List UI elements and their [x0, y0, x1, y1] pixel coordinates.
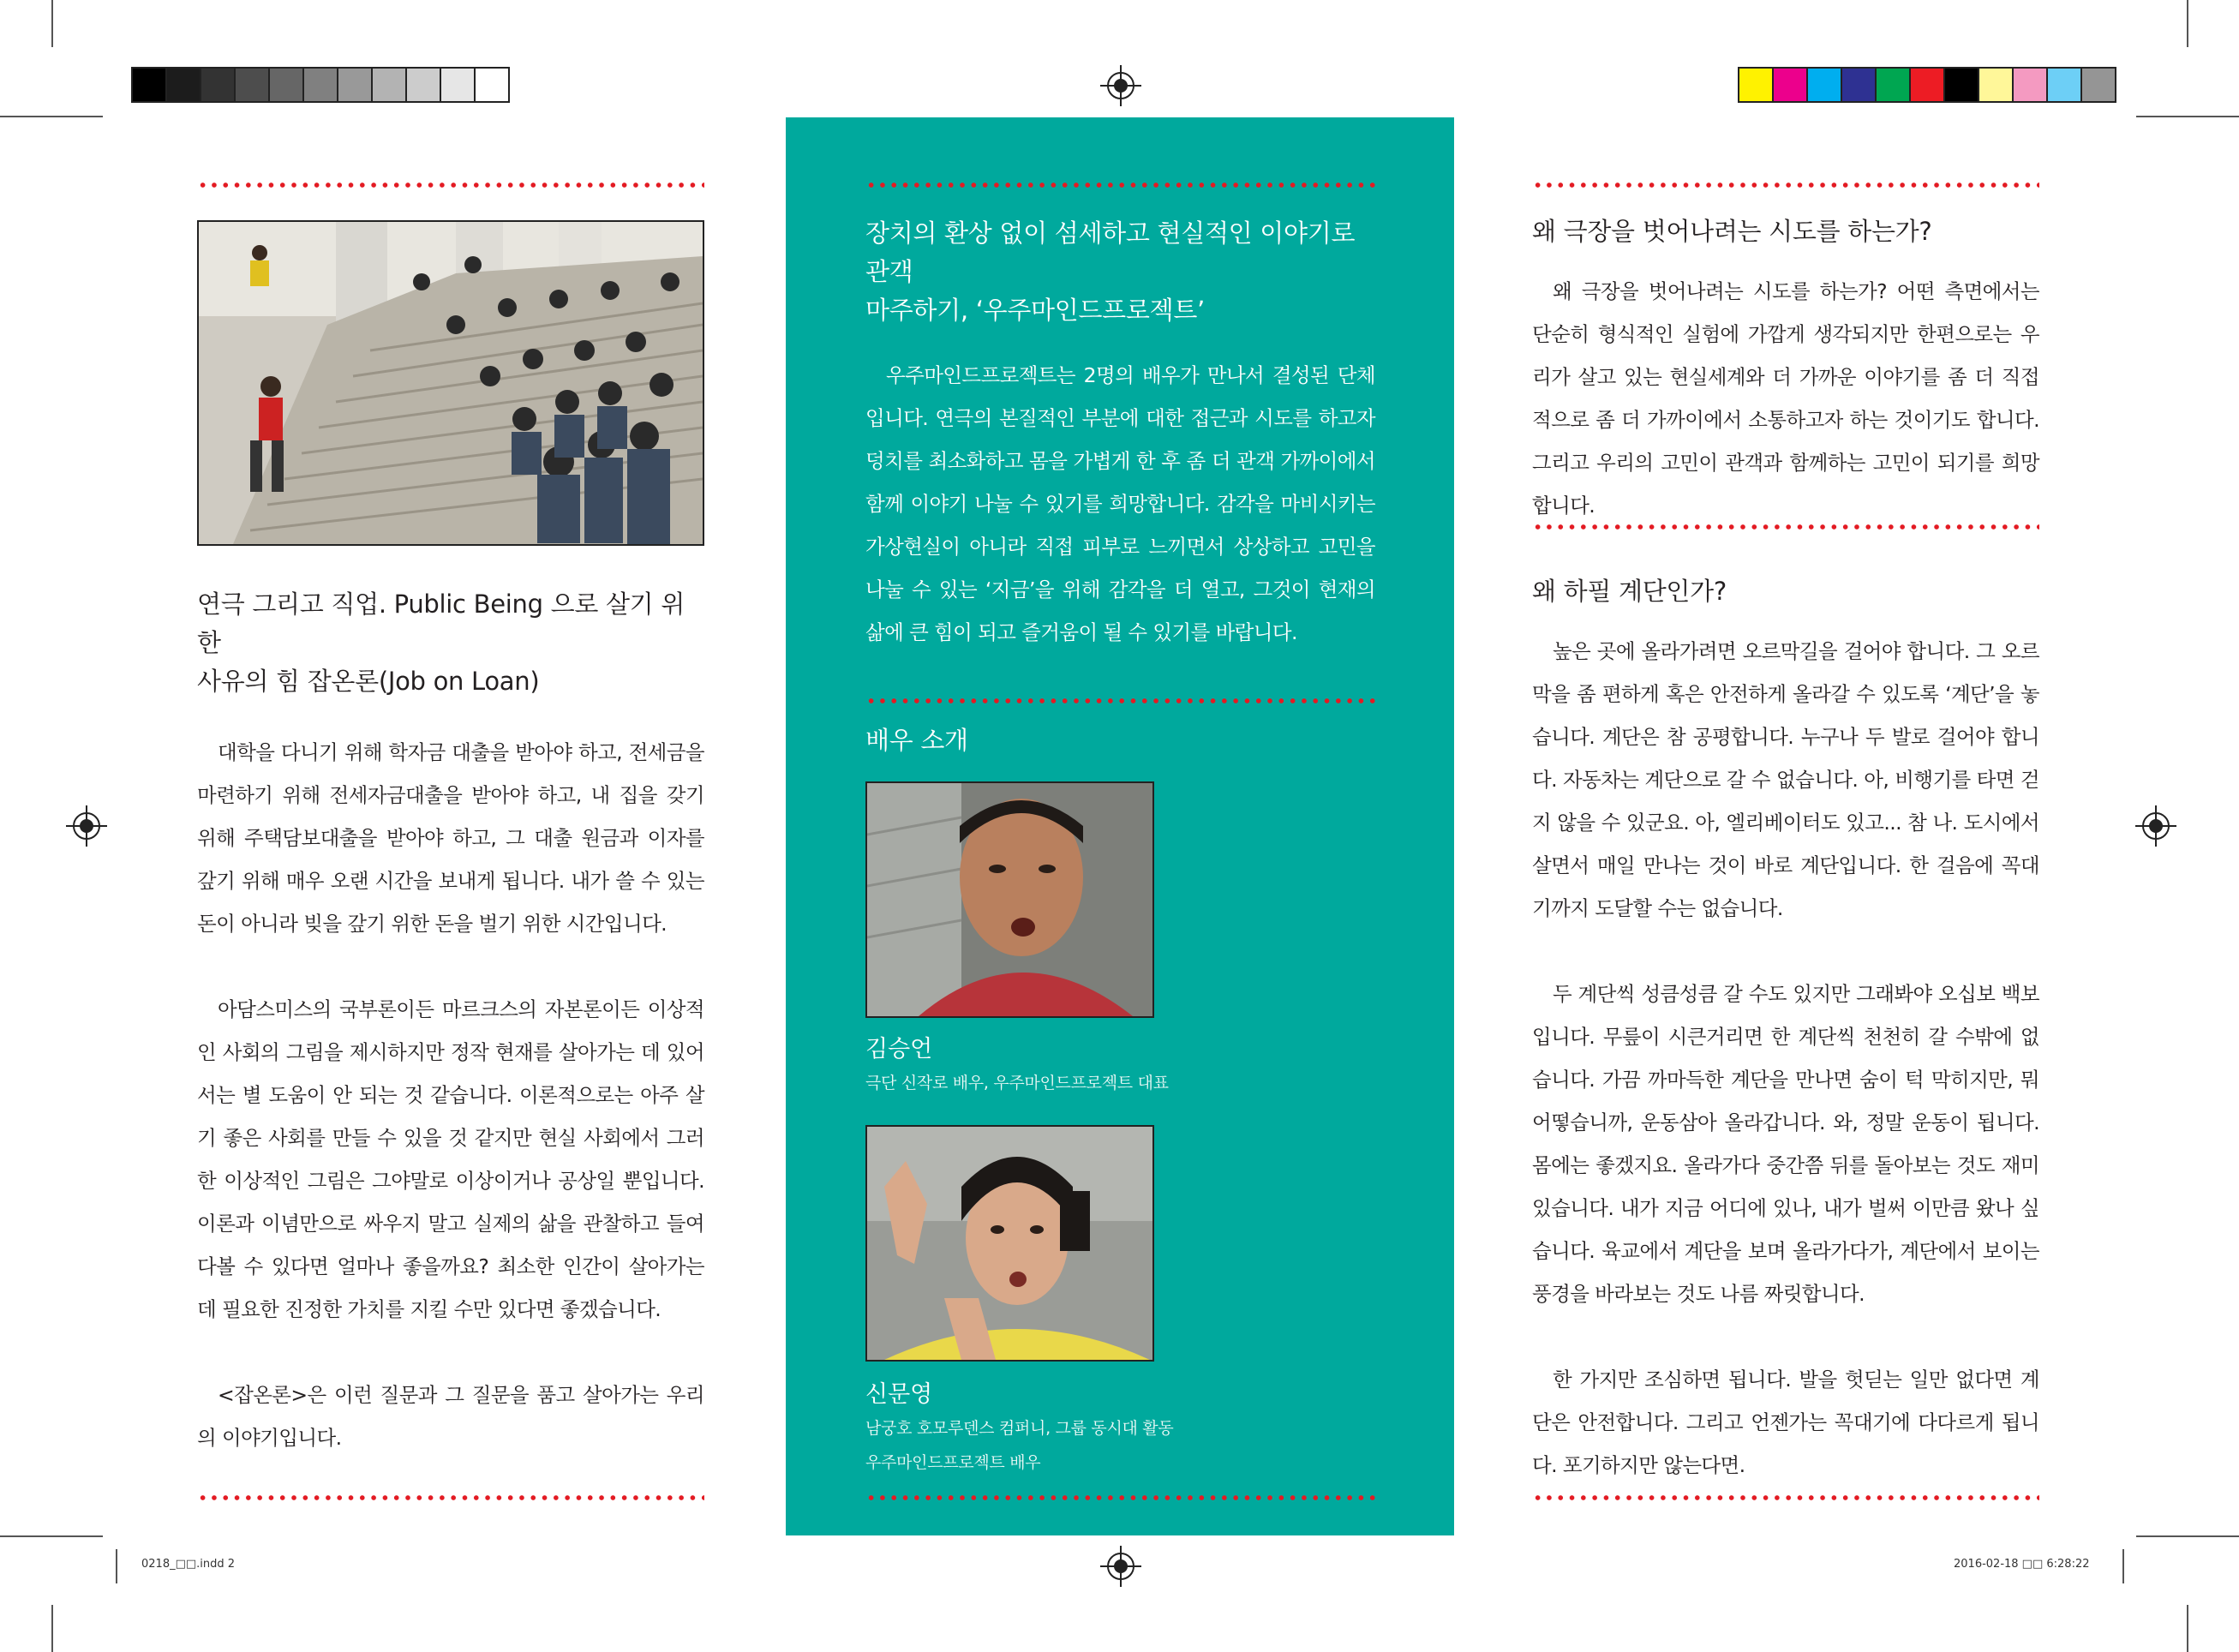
actor-role: 우주마인드프로젝트 배우	[865, 1453, 1041, 1472]
actors-heading: 배우 소개	[865, 726, 968, 755]
crop-mark	[0, 1535, 103, 1537]
middle-heading	[865, 214, 1375, 330]
color-swatch	[304, 69, 338, 101]
dotted-divider	[197, 183, 704, 188]
right-heading-1: 왜 극장을 벗어나려는 시도를 하는가?	[1532, 217, 1932, 246]
color-swatch	[1842, 69, 1877, 101]
color-swatch	[201, 69, 236, 101]
slug-date: 2016-02-18 □□ 6:28:22	[1954, 1558, 2090, 1571]
color-swatch	[441, 69, 476, 101]
stairs-audience-photo	[197, 220, 704, 546]
dotted-divider	[1532, 524, 2039, 530]
registration-mark-icon	[73, 812, 100, 840]
left-paragraph: <잡온론>은 이런 질문과 그 질문을 품고 살아가는 우리의 이야기입니다.	[197, 1383, 704, 1450]
actor-photo-shin	[865, 1125, 1154, 1362]
color-swatch	[338, 69, 373, 101]
registration-mark-icon	[2142, 812, 2170, 840]
color-swatch	[1739, 69, 1774, 101]
right-paragraph: 두 계단씩 성큼성큼 갈 수도 있지만 그래봐야 오십보 백보입니다. 무릎이 시큰거리면 한 계단씩 천천히 갈 수밖에 없습니다. 가끔 까마득한 계단을 만나면 숨이 턱 막히지만, 뭐어떻습니까, 운동삼아 올라갑니다. 와, 정말 운동이 됩니다. 몸에는 좋겠지요. 올라가다 중간쯤 뒤를 돌아보는 것도 재미있습니다. 내가 지금 어디에 있나, 내가 벌써 이만큼 왔나 싶습니다. 육교에서 계단을 보며 올라가다가, 계단에서 보이는 풍경을 바라보는 것도 나름 짜릿합니다.	[1532, 982, 2039, 1306]
left-column	[197, 585, 704, 1459]
color-swatch	[1979, 69, 2014, 101]
color-swatch	[373, 69, 407, 101]
dotted-divider	[865, 183, 1375, 188]
left-heading	[197, 585, 704, 701]
color-swatch	[1774, 69, 1808, 101]
color-swatch	[236, 69, 270, 101]
left-heading-line2: 사유의 힘 잡온론(Job on Loan)	[197, 667, 540, 696]
color-swatch	[133, 69, 167, 101]
cmyk-color-bar	[1738, 67, 2116, 103]
left-paragraph: 아담스미스의 국부론이든 마르크스의 자본론이든 이상적인 사회의 그림을 제시하지만 정작 현재를 살아가는 데 있어서는 별 도움이 안 되는 것 같습니다. 이론적으로는 아주 살기 좋은 사회를 만들 수 있을 것 같지만 현실 사회에서 그러한 이상적인 그림은 그야말로 이상이거나 공상일 뿐입니다. 이론과 이념만으로 싸우지 말고 실제의 삶을 관찰하고 들여다볼 수 있다면 얼마나 좋을까요? 최소한 인간이 살아가는 데 필요한 진정한 가치를 지킬 수만 있다면 좋겠습니다.	[197, 997, 704, 1321]
actor-name: 신문영	[865, 1381, 933, 1408]
crop-mark	[2122, 1549, 2124, 1583]
crop-mark	[2136, 116, 2239, 117]
dotted-divider	[1532, 1495, 2039, 1500]
registration-mark-icon	[1107, 72, 1134, 99]
gray-color-bar	[131, 67, 510, 103]
dotted-divider	[865, 698, 1375, 703]
left-heading-line1: 연극 그리고 직업. Public Being 으로 살기 위한	[197, 590, 685, 657]
crop-mark	[51, 1605, 53, 1652]
crop-mark	[116, 1549, 117, 1583]
color-swatch	[1877, 69, 1911, 101]
actor-role: 극단 신작로 배우, 우주마인드프로젝트 대표	[865, 1074, 1169, 1092]
right-column-section2	[1532, 572, 2039, 1487]
crop-mark	[51, 0, 53, 47]
color-swatch	[270, 69, 304, 101]
crop-mark	[2136, 1535, 2239, 1537]
crop-mark	[2187, 1605, 2188, 1652]
color-swatch	[2048, 69, 2082, 101]
middle-column	[865, 214, 1375, 654]
registration-mark-icon	[1107, 1553, 1134, 1580]
crop-mark	[2187, 0, 2188, 47]
middle-heading-line2: 마주하기, ‘우주마인드프로젝트’	[865, 296, 1205, 325]
color-swatch	[407, 69, 441, 101]
right-column-section1	[1532, 212, 2039, 527]
left-paragraph: 대학을 다니기 위해 학자금 대출을 받아야 하고, 전세금을 마련하기 위해 전세자금대출을 받아야 하고, 내 집을 갖기 위해 주택담보대출을 받아야 하고, 그 대출 원금과 이자를 갚기 위해 매우 오랜 시간을 보내게 됩니다. 내가 쓸 수 있는 돈이 아니라 빚을 갚기 위한 돈을 벌기 위한 시간입니다.	[197, 740, 704, 936]
color-swatch	[476, 69, 508, 101]
actor-role: 남궁호 호모루덴스 컴퍼니, 그룹 동시대 활동	[865, 1419, 1174, 1438]
color-swatch	[1808, 69, 1842, 101]
dotted-divider	[865, 1495, 1375, 1500]
middle-paragraph: 우주마인드프로젝트는 2명의 배우가 만나서 결성된 단체입니다. 연극의 본질적인 부분에 대한 접근과 시도를 하고자 덩치를 최소화하고 몸을 가볍게 한 후 좀 더 관객 가까이에서 함께 이야기 나눌 수 있기를 희망합니다. 감각을 마비시키는 가상현실이 아니라 직접 피부로 느끼면서 상상하고 고민을 나눌 수 있는 ‘지금’을 위해 감각을 더 열고, 그것이 현재의 삶에 큰 힘이 되고 즐거움이 될 수 있기를 바랍니다.	[865, 363, 1375, 644]
dotted-divider	[1532, 183, 2039, 188]
middle-heading-line1: 장치의 환상 없이 섬세하고 현실적인 이야기로 관객	[865, 218, 1356, 286]
color-swatch	[2014, 69, 2048, 101]
dotted-divider	[197, 1495, 704, 1500]
actor-name: 김승언	[865, 1036, 933, 1062]
right-heading-2: 왜 하필 계단인가?	[1532, 577, 1727, 606]
color-swatch	[2082, 69, 2115, 101]
color-swatch	[1911, 69, 1945, 101]
slug-file: 0218_□□.indd 2	[141, 1558, 236, 1571]
color-swatch	[1945, 69, 1979, 101]
right-paragraph: 높은 곳에 올라가려면 오르막길을 걸어야 합니다. 그 오르막을 좀 편하게 혹은 안전하게 올라갈 수 있도록 ‘계단’을 놓습니다. 계단은 참 공평합니다. 누구나 두 발로 걸어야 합니다. 자동차는 계단으로 갈 수 없습니다. 아, 비행기를 타면 걷지 않을 수 있군요. 아, 엘리베이터도 있고... 참 나. 도시에서 살면서 매일 만나는 것이 바로 계단입니다. 한 걸음에 꼭대기까지 도달할 수는 없습니다.	[1532, 639, 2039, 920]
actor-photo-kim	[865, 781, 1154, 1018]
right-paragraph: 한 가지만 조심하면 됩니다. 발을 헛딛는 일만 없다면 계단은 안전합니다. 그리고 언젠가는 꼭대기에 다다르게 됩니다. 포기하지만 않는다면.	[1532, 1368, 2039, 1477]
color-swatch	[167, 69, 201, 101]
right-paragraph: 왜 극장을 벗어나려는 시도를 하는가? 어떤 측면에서는 단순히 형식적인 실험에 가깝게 생각되지만 한편으로는 우리가 살고 있는 현실세계와 더 가까운 이야기를 좀 더 직접적으로 좀 더 가까이에서 소통하고자 하는 것이기도 합니다. 그리고 우리의 고민이 관객과 함께하는 고민이 되기를 희망합니다.	[1532, 279, 2039, 518]
crop-mark	[0, 116, 103, 117]
